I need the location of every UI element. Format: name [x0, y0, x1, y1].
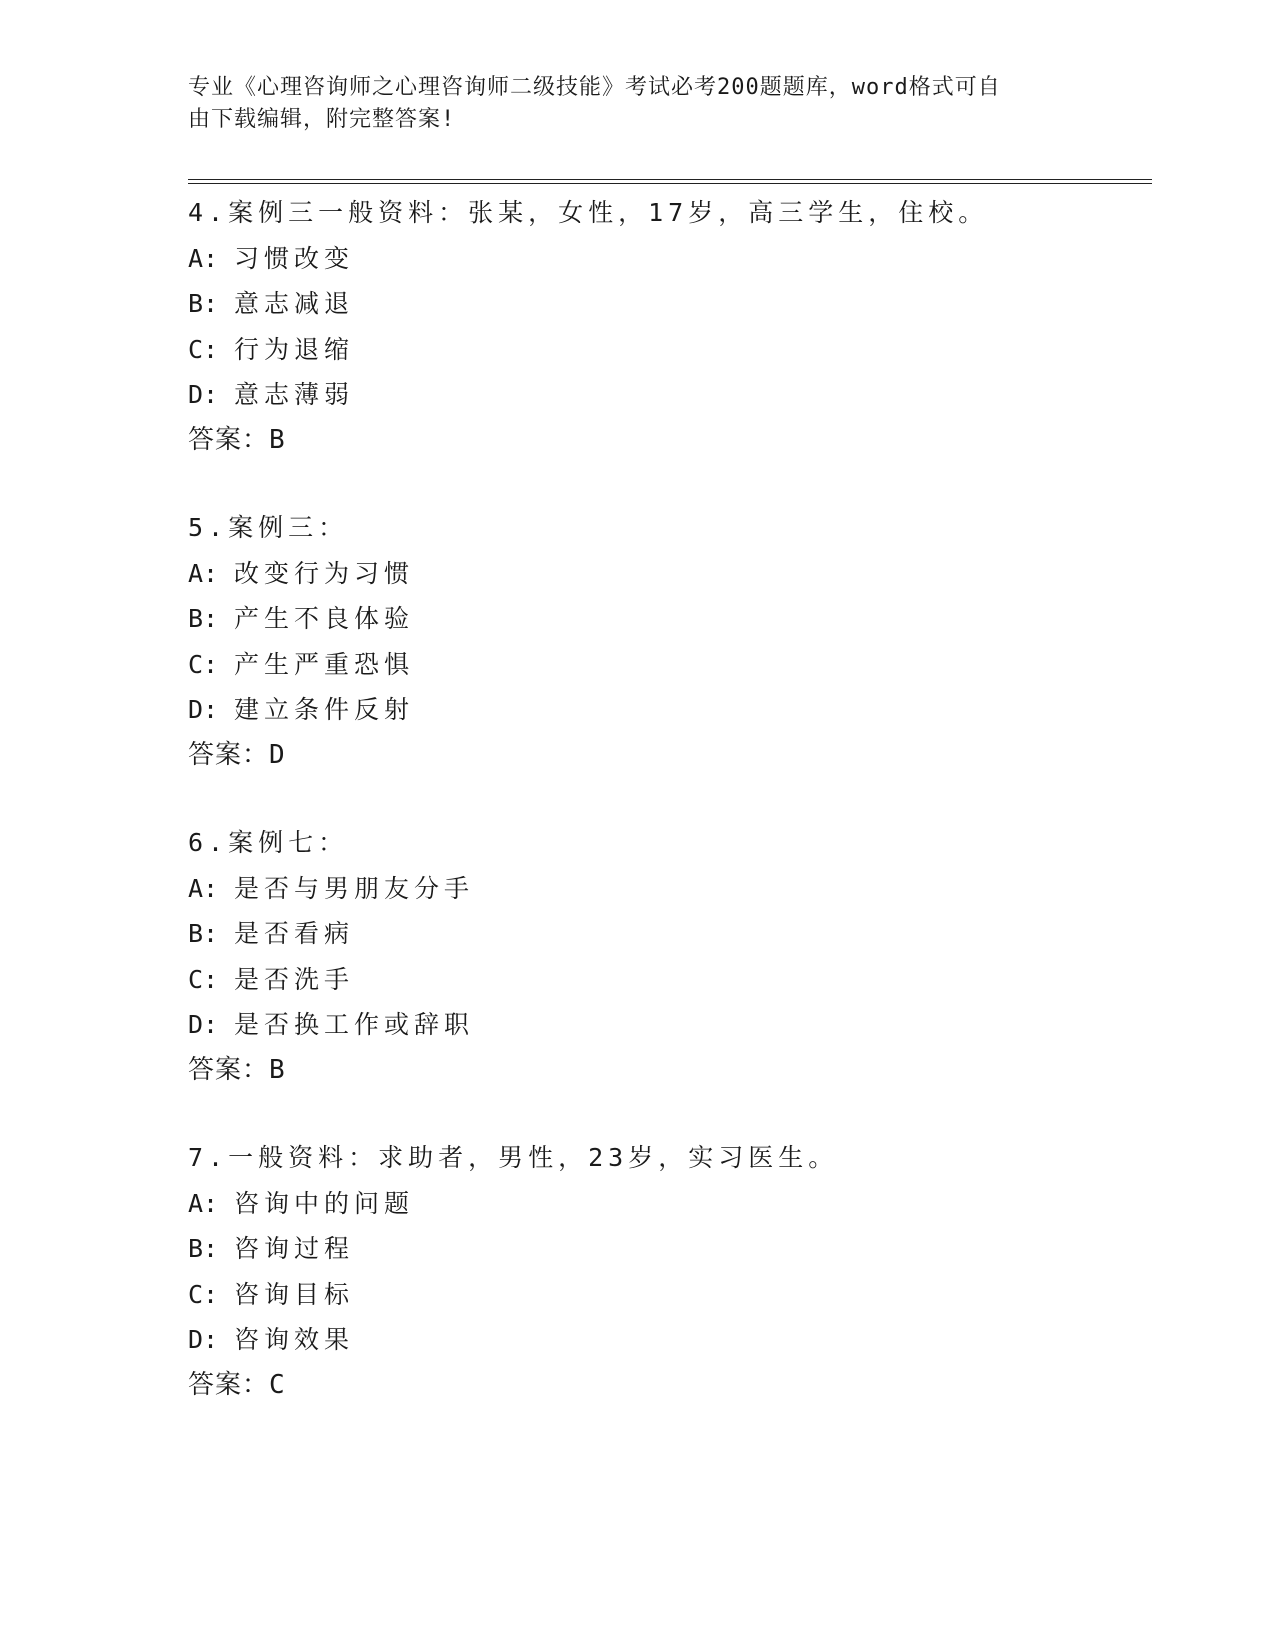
option-c [188, 957, 1148, 1003]
document-header [188, 72, 1068, 136]
option-text: 建立条件反射 [234, 695, 415, 724]
answer-line [188, 418, 1148, 464]
option-c [188, 327, 1148, 373]
question-stem: 6.案例七： [188, 828, 349, 857]
header-line-1: 专业《心理咨询师之心理咨询师二级技能》考试必考200题题库，word格式可自 [188, 75, 1001, 100]
option-text: 咨询目标 [234, 1279, 355, 1309]
option-text: 改变行为习惯 [234, 558, 415, 588]
option-letter: A: [188, 873, 219, 903]
option-d [188, 1002, 1148, 1048]
option-letter: A: [188, 558, 219, 588]
option-a [188, 236, 1148, 282]
question-item [188, 190, 1148, 463]
answer-value: B [269, 424, 286, 455]
question-stem: 7.一般资料：求助者，男性，23岁，实习医生。 [188, 1143, 839, 1172]
answer-line [188, 1363, 1148, 1409]
option-b [188, 281, 1148, 327]
answer-line [188, 733, 1148, 779]
header-divider-top [188, 179, 1152, 180]
option-d [188, 1317, 1148, 1363]
option-letter: C: [188, 334, 219, 364]
option-letter: C: [188, 1279, 219, 1309]
option-text: 是否看病 [234, 919, 355, 948]
option-letter: C: [188, 964, 219, 994]
option-text: 是否洗手 [234, 964, 355, 994]
option-letter: D: [188, 380, 219, 409]
option-b [188, 596, 1148, 642]
option-letter: C: [188, 649, 219, 679]
option-letter: D: [188, 695, 219, 724]
question-list [188, 190, 1148, 1450]
question-item [188, 820, 1148, 1093]
option-letter: B: [188, 604, 219, 633]
option-b [188, 911, 1148, 957]
answer-line [188, 1048, 1148, 1094]
answer-label: 答案： [188, 1054, 270, 1085]
question-item [188, 505, 1148, 778]
answer-value: C [269, 1369, 286, 1400]
option-text: 咨询中的问题 [234, 1188, 415, 1218]
option-c [188, 642, 1148, 688]
option-text: 意志减退 [234, 289, 355, 318]
option-text: 产生不良体验 [234, 604, 415, 633]
option-letter: A: [188, 1188, 219, 1218]
answer-value: D [269, 739, 286, 770]
option-a [188, 866, 1148, 912]
answer-label: 答案： [188, 424, 270, 455]
option-b [188, 1226, 1148, 1272]
option-text: 产生严重恐惧 [234, 649, 415, 679]
option-letter: B: [188, 919, 219, 948]
answer-label: 答案： [188, 1369, 270, 1400]
answer-value: B [269, 1054, 286, 1085]
question-item [188, 1135, 1148, 1408]
option-letter: D: [188, 1010, 219, 1039]
option-d [188, 372, 1148, 418]
header-divider-bottom [188, 183, 1152, 184]
option-a [188, 551, 1148, 597]
option-a [188, 1181, 1148, 1227]
option-text: 行为退缩 [234, 334, 355, 364]
answer-label: 答案： [188, 739, 270, 770]
option-text: 是否换工作或辞职 [234, 1010, 475, 1039]
option-d [188, 687, 1148, 733]
option-letter: A: [188, 243, 219, 273]
option-text: 咨询过程 [234, 1234, 355, 1263]
option-text: 意志薄弱 [234, 380, 355, 409]
option-text: 咨询效果 [234, 1325, 355, 1354]
question-stem: 5.案例三： [188, 513, 349, 542]
option-letter: B: [188, 1234, 219, 1263]
option-c [188, 1272, 1148, 1318]
option-letter: D: [188, 1325, 219, 1354]
header-line-2: 由下载编辑，附完整答案! [188, 107, 456, 132]
question-stem: 4.案例三一般资料：张某，女性，17岁，高三学生，住校。 [188, 198, 989, 227]
option-text: 是否与男朋友分手 [234, 873, 475, 903]
option-text: 习惯改变 [234, 243, 355, 273]
option-letter: B: [188, 289, 219, 318]
